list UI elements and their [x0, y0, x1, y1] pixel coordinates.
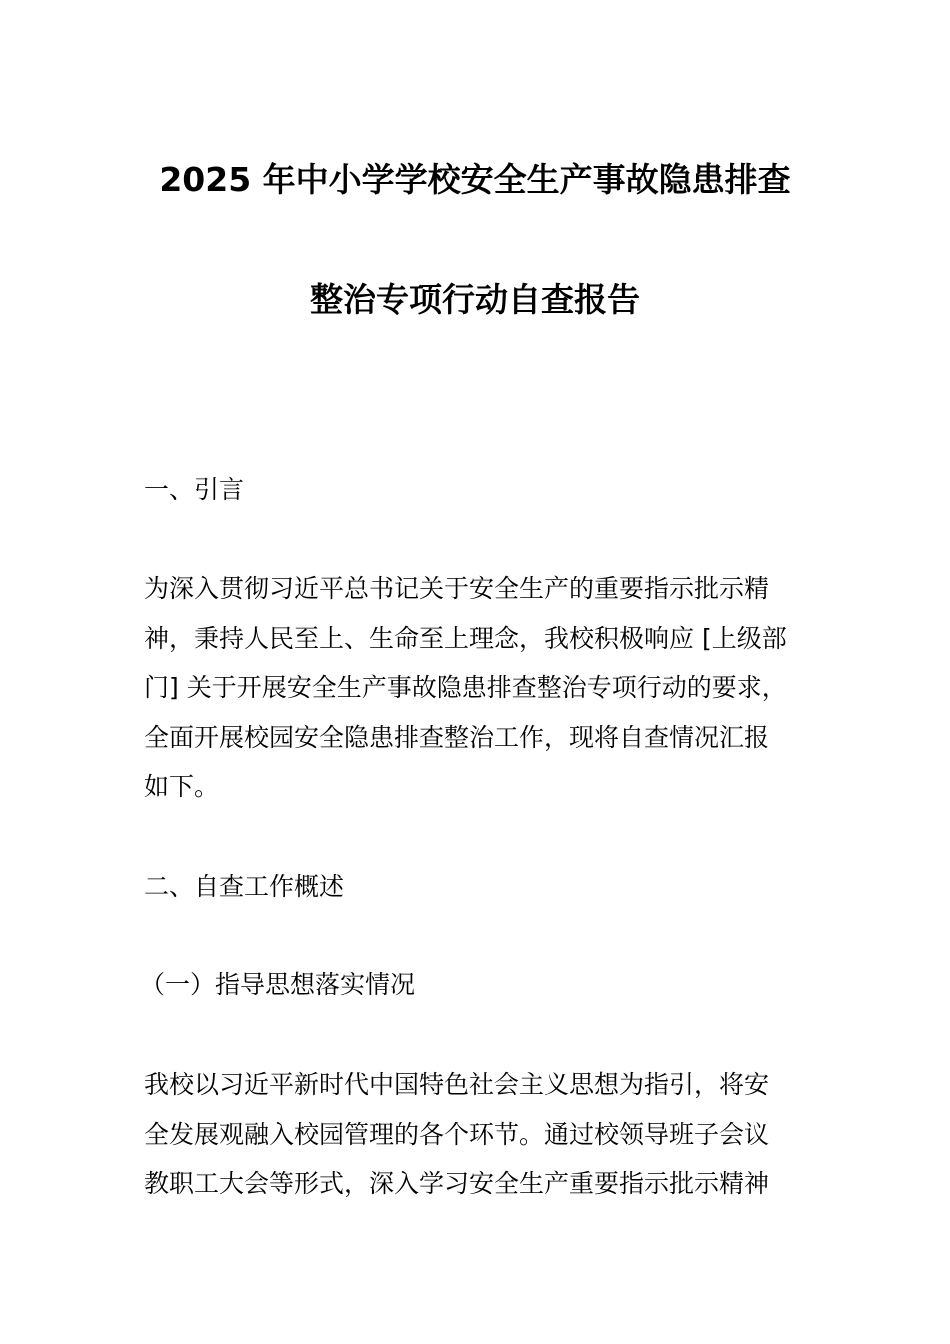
paragraph-line: 神，秉持人民至上、生命至上理念，我校积极响应 [上级部: [144, 624, 787, 653]
paragraph-line: 我校以习近平新时代中国特色社会主义思想为指引，将安: [144, 1070, 770, 1099]
paragraph-line: 教职工大会等形式，深入学习安全生产重要指示批示精神: [144, 1169, 770, 1198]
paragraph-line: 门] 关于开展安全生产事故隐患排查整治专项行动的要求，: [144, 673, 787, 702]
paragraph-line: 全发展观融入校园管理的各个环节。通过校领导班子会议: [144, 1120, 770, 1149]
subsection-heading-guiding-ideology: （一）指导思想落实情况: [140, 970, 416, 999]
paragraph-line: 全面开展校园安全隐患排查整治工作，现将自查情况汇报: [144, 723, 770, 752]
section-heading-introduction: 一、引言: [144, 475, 245, 504]
document-title-line-1: 2025 年中小学学校安全生产事故隐患排查: [159, 160, 791, 199]
section-heading-overview: 二、自查工作概述: [144, 872, 345, 901]
paragraph-line: 为深入贯彻习近平总书记关于安全生产的重要指示批示精: [144, 574, 770, 603]
paragraph-line: 如下。: [144, 772, 220, 801]
document-title-line-2: 整治专项行动自查报告: [310, 280, 640, 319]
